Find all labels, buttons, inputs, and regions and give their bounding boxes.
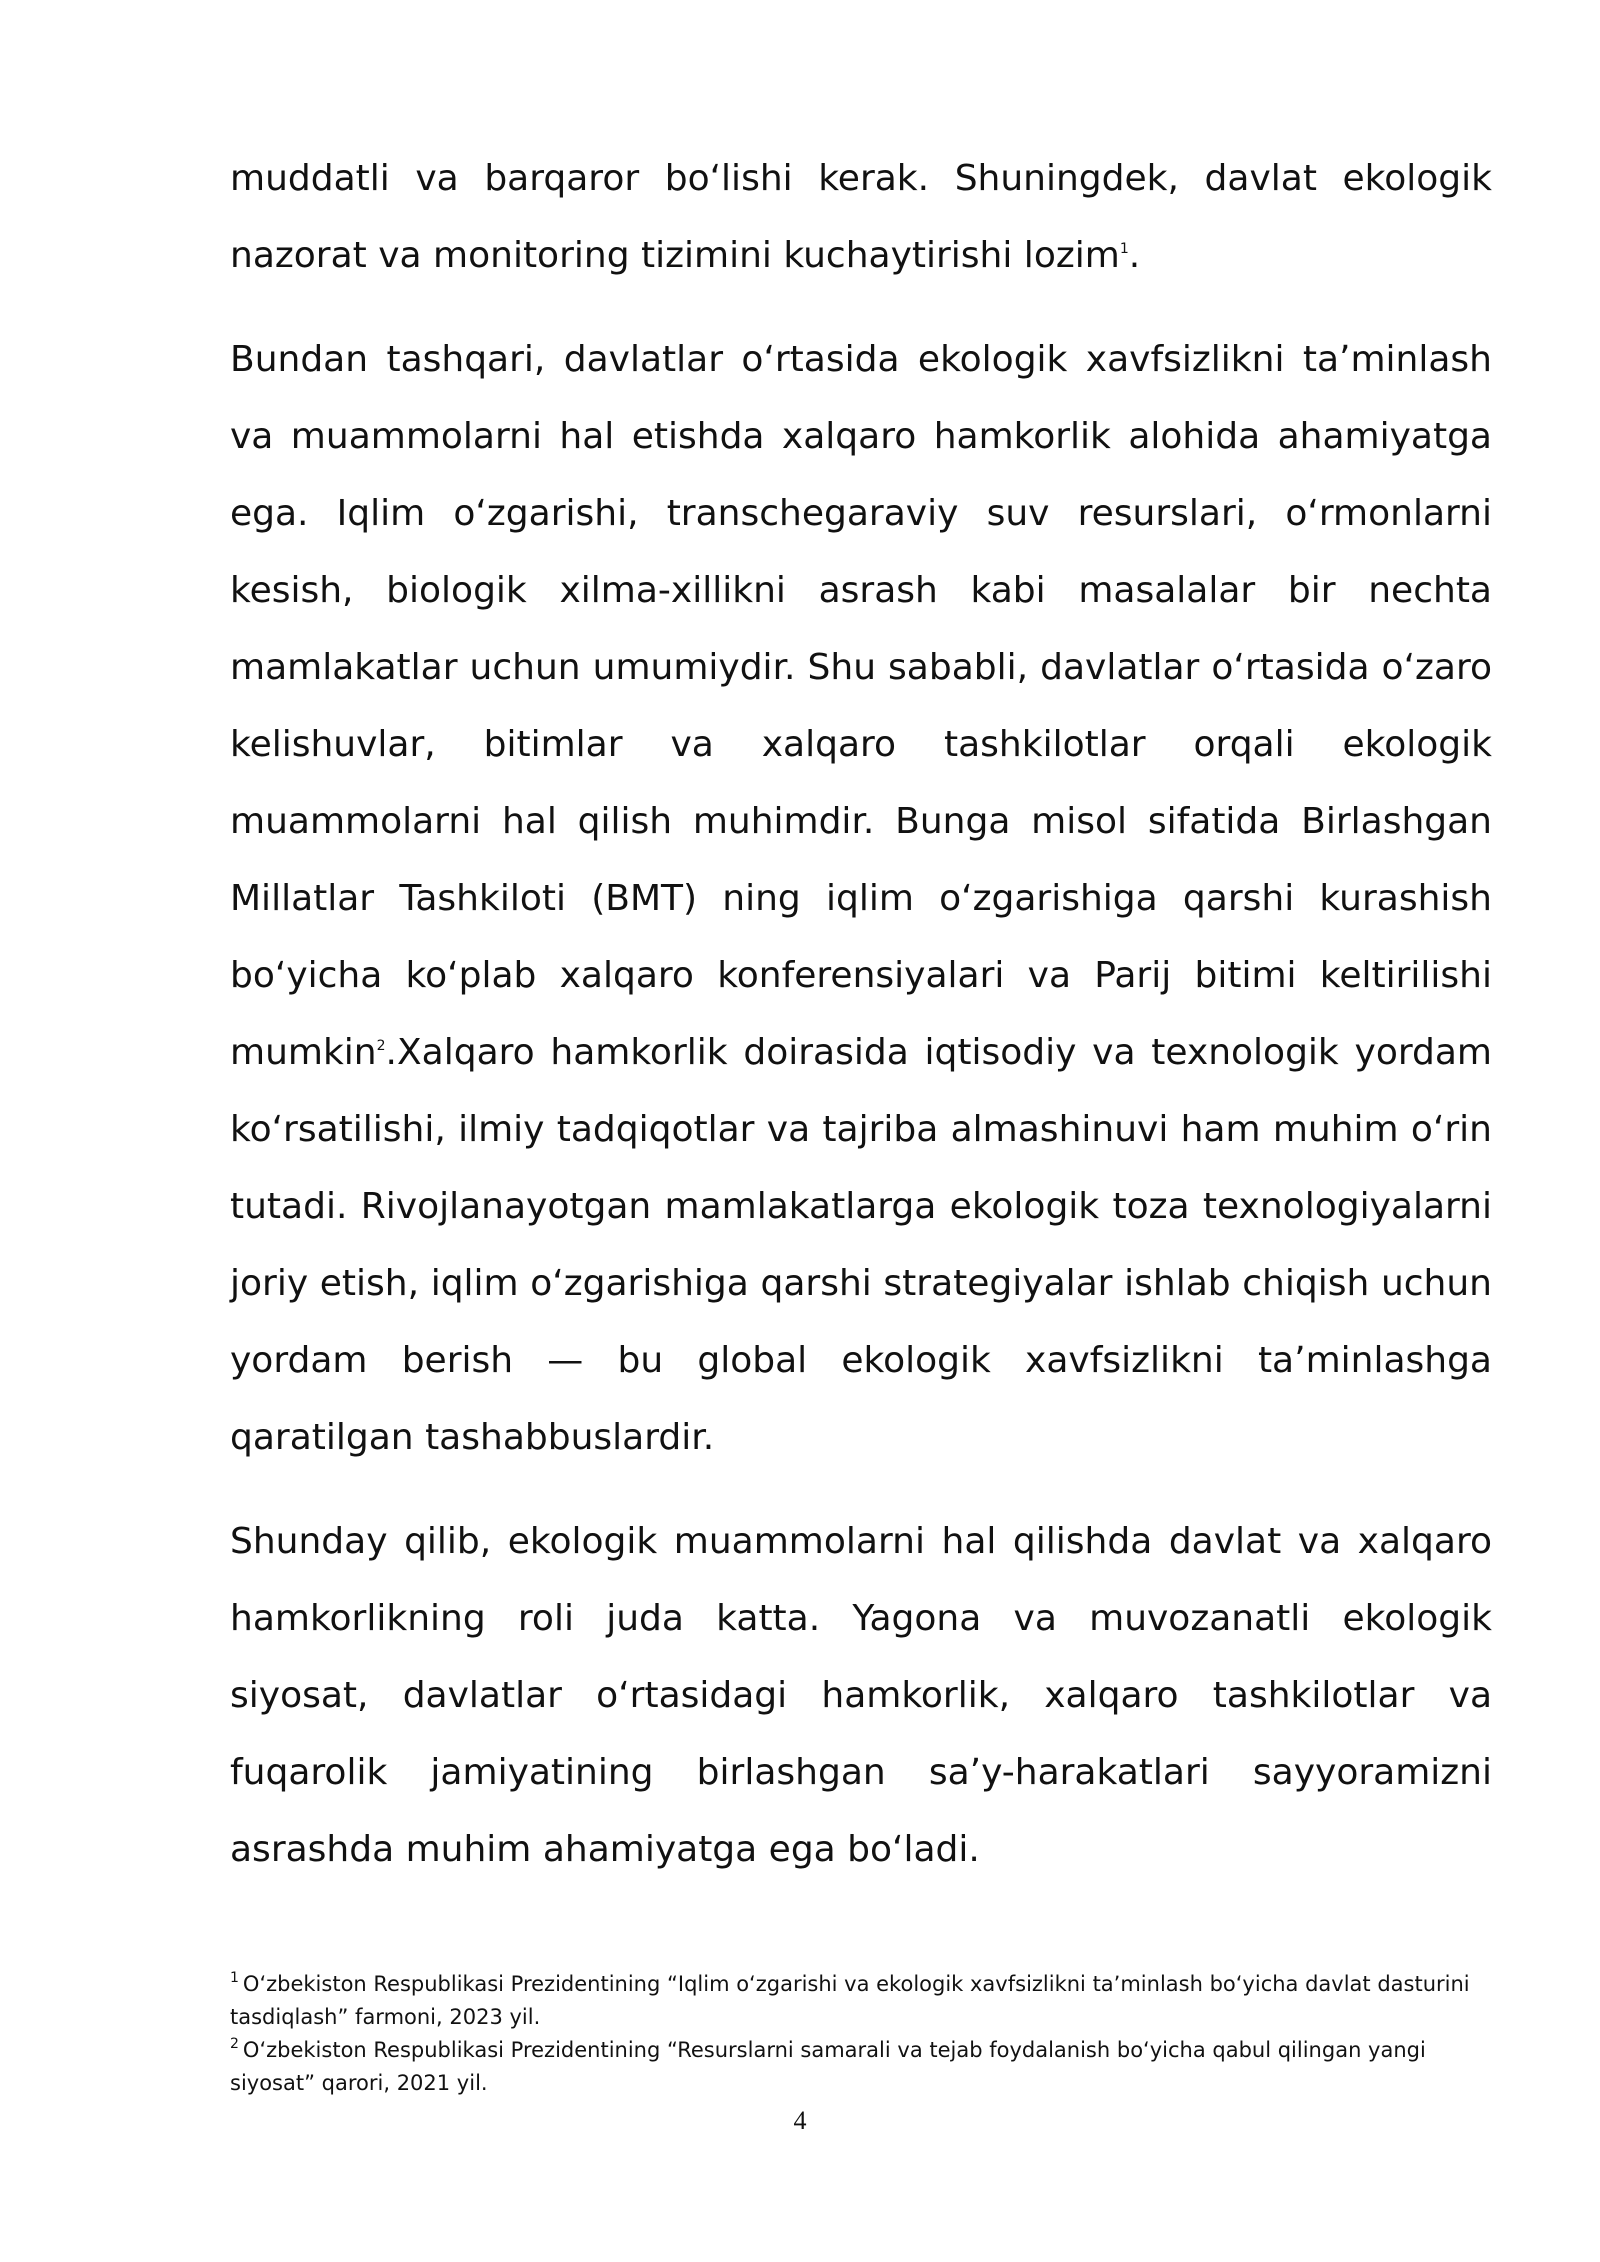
- paragraph-1-end: .: [1128, 235, 1141, 276]
- footnote-2-text: Oʻzbekiston Respublikasi Prezidentining “Resurslarni samarali va tejab foydalanish boʻyicha qabul qilingan yangi siyosat” qarori, 2021 yil.: [230, 2038, 1426, 2095]
- paragraph-2: [230, 321, 1492, 1476]
- page-number: 4: [793, 2106, 807, 2135]
- footnote-1-text: Oʻzbekiston Respublikasi Prezidentining “Iqlim oʻzgarishi va ekologik xavfsizlikni taʼminlash boʻyicha davlat dasturini tasdiqlash” farmoni, 2023 yil.: [230, 1972, 1470, 2029]
- footnote-2: [230, 2034, 1492, 2100]
- paragraph-2-continuation: .Xalqaro hamkorlik doirasida iqtisodiy va texnologik yordam koʻrsatilishi, ilmiy tadqiqotlar va tajriba almashinuvi ham muhim oʻrin tutadi. Rivojlanayotgan mamlakatlarga ekologik toza texnologiyalarni joriy etish, iqlim oʻzgarishiga qarshi strategiyalar ishlab chiqish uchun yordam berish — bu global ekologik xavfsizlikni taʼminlashga qaratilgan tashabbuslardir.: [230, 1032, 1492, 1458]
- footnote-mark-1: 1: [230, 1970, 239, 1986]
- footnote-mark-2: 2: [230, 2036, 239, 2052]
- footnotes: [230, 1968, 1492, 2100]
- footnote-ref-1[interactable]: 1: [1119, 241, 1129, 257]
- paragraph-2-text: Bundan tashqari, davlatlar oʻrtasida ekologik xavfsizlikni taʼminlash va muammolarni hal etishda xalqaro hamkorlik alohida ahamiyatga ega. Iqlim oʻzgarishi, transchegaraviy suv resurslari, oʻrmonlarni kesish, biologik xilma-xillikni asrash kabi masalalar bir nechta mamlakatlar uchun umumiydir. Shu sababli, davlatlar oʻrtasida oʻzaro kelishuvlar, bitimlar va xalqaro tashkilotlar orqali ekologik muammolarni hal qilish muhimdir. Bunga misol sifatida Birlashgan Millatlar Tashkiloti (BMT) ning iqlim oʻzgarishiga qarshi kurashish boʻyicha koʻplab xalqaro konferensiyalari va Parij bitimi keltirilishi mumkin: [230, 339, 1492, 1073]
- footnote-1: [230, 1968, 1492, 2034]
- footnote-ref-2[interactable]: 2: [376, 1038, 386, 1054]
- paragraph-3: Shunday qilib, ekologik muammolarni hal qilishda davlat va xalqaro hamkorlikning roli juda katta. Yagona va muvozanatli ekologik siyosat, davlatlar oʻrtasidagi hamkorlik, xalqaro tashkilotlar va fuqarolik jamiyatining birlashgan saʼy-harakatlari sayyoramizni asrashda muhim ahamiyatga ega boʻladi.: [230, 1521, 1492, 1870]
- document-body: [230, 140, 1492, 1888]
- paragraph-1-text: muddatli va barqaror boʻlishi kerak. Shuningdek, davlat ekologik nazorat va monitoring tizimini kuchaytirishi lozim: [230, 158, 1492, 276]
- paragraph-1: [230, 140, 1492, 294]
